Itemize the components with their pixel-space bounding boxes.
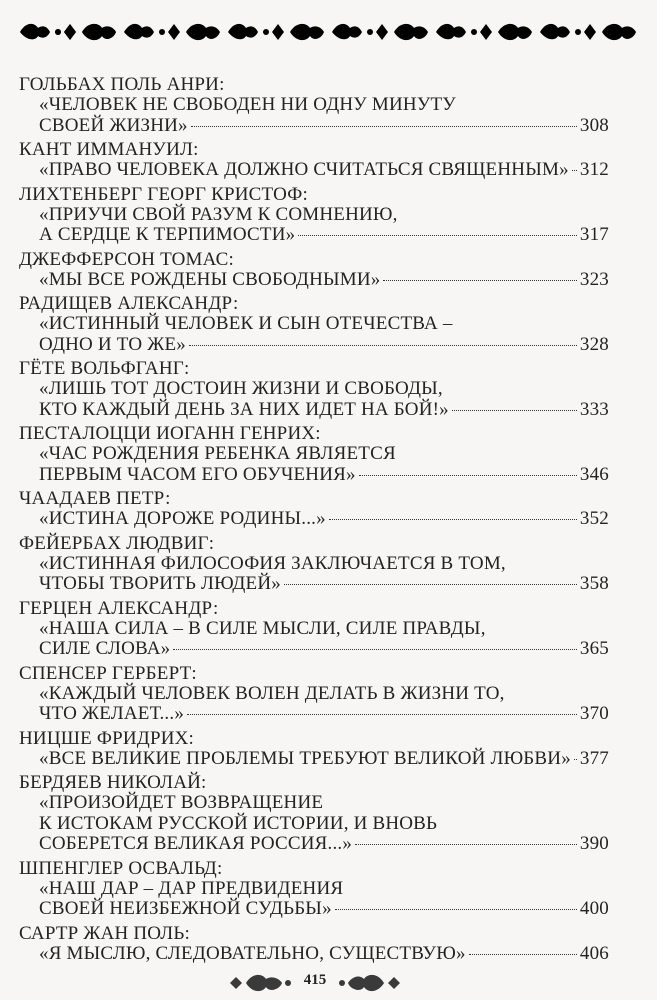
toc-entry[interactable] [19, 923, 609, 965]
toc-entry-quote-text: «МЫ ВСЕ РОЖДЕНЫ СВОБОДНЫМИ» [39, 268, 381, 290]
toc-entry[interactable] [19, 858, 609, 920]
toc-entry-quote-line: «КАЖДЫЙ ЧЕЛОВЕК ВОЛЕН ДЕЛАТЬ В ЖИЗНИ ТО, [39, 682, 505, 704]
toc-entry-quote-text: «ВСЕ ВЕЛИКИЕ ПРОБЛЕМЫ ТРЕБУЮТ ВЕЛИКОЙ ЛЮБВИ» [39, 747, 571, 769]
toc-entry[interactable] [19, 772, 609, 855]
toc-entry-quote-text: СОБЕРЕТСЯ ВЕЛИКАЯ РОССИЯ...» [39, 833, 353, 854]
toc-entry-quote-line: «ЧЕЛОВЕК НЕ СВОБОДЕН НИ ОДНУ МИНУТУ [39, 94, 456, 115]
toc-entry-quote-last-line [19, 944, 609, 965]
toc-entry[interactable] [19, 293, 609, 355]
page-number: 415 [303, 972, 327, 988]
dot-leader [574, 759, 577, 760]
footer-ornament-left [228, 970, 294, 996]
toc-entry-author: СПЕНСЕР ГЕРБЕРТ: [19, 662, 197, 684]
toc-entry[interactable] [19, 139, 609, 181]
toc-entry-quote-text: ОДНО И ТО ЖЕ» [39, 333, 186, 355]
toc-entry-quote-text: ЧТО ЖЕЛАЕТ...» [39, 703, 185, 724]
table-of-contents [19, 74, 609, 967]
toc-entry-author: ГЁТЕ ВОЛЬФГАНГ: [19, 358, 190, 379]
toc-entry-page-number[interactable]: 312 [579, 159, 609, 180]
toc-entry-author: НИЦШЕ ФРИДРИХ: [19, 727, 195, 749]
toc-entry[interactable] [19, 423, 609, 485]
toc-entry-quote-last-line [19, 749, 609, 770]
toc-entry-quote-last-line [19, 834, 609, 855]
toc-entry-quote-last-line [19, 704, 609, 725]
toc-entry-quote-last-line [19, 509, 609, 530]
toc-entry-page-number[interactable]: 308 [579, 114, 609, 136]
toc-entry-author: ГЕРЦЕН АЛЕКСАНДР: [19, 597, 219, 619]
toc-entry-author: ФЕЙЕРБАХ ЛЮДВИГ: [19, 532, 215, 554]
toc-entry-quote-text: СВОЕЙ ЖИЗНИ» [39, 114, 188, 136]
toc-entry-page-number[interactable]: 406 [579, 942, 609, 964]
toc-entry-author: КАНТ ИММАНУИЛ: [19, 139, 199, 160]
toc-entry-quote-line: «ИСТИННЫЙ ЧЕЛОВЕК И СЫН ОТЕЧЕСТВА – [39, 313, 453, 334]
toc-entry-quote-last-line [19, 225, 609, 246]
dot-leader [383, 280, 576, 281]
toc-entry-quote-line: «ИСТИННАЯ ФИЛОСОФИЯ ЗАКЛЮЧАЕТСЯ В ТОМ, [39, 552, 506, 574]
dot-leader [329, 519, 577, 520]
toc-entry-page-number[interactable]: 365 [579, 638, 609, 659]
toc-entry-page-number[interactable]: 390 [579, 833, 609, 854]
toc-entry-page-number[interactable]: 358 [579, 573, 609, 594]
dot-leader [355, 844, 577, 845]
dot-leader [187, 714, 577, 715]
dot-leader [173, 649, 577, 650]
toc-entry-page-number[interactable]: 370 [579, 703, 609, 724]
toc-entry-author: ГОЛЬБАХ ПОЛЬ АНРИ: [19, 74, 225, 95]
toc-entry-page-number[interactable]: 323 [579, 268, 609, 290]
toc-entry[interactable] [19, 663, 609, 725]
toc-entry-quote-text: А СЕРДЦЕ К ТЕРПИМОСТИ» [39, 224, 296, 245]
toc-entry-quote-last-line [19, 899, 609, 920]
toc-entry-quote-text: СВОЕЙ НЕИЗБЕЖНОЙ СУДЬБЫ» [39, 898, 332, 919]
toc-entry-quote-last-line [19, 270, 609, 291]
toc-entry-quote-line: «ПРИУЧИ СВОЙ РАЗУМ К СОМНЕНИЮ, [39, 203, 398, 225]
toc-entry-quote-line: «ЧАС РОЖДЕНИЯ РЕБЕНКА ЯВЛЯЕТСЯ [39, 443, 396, 464]
toc-entry-quote-text: «Я МЫСЛЮ, СЛЕДОВАТЕЛЬНО, СУЩЕСТВУЮ» [39, 942, 466, 964]
toc-entry[interactable] [19, 488, 609, 530]
toc-entry-page-number[interactable]: 346 [579, 463, 609, 485]
toc-entry-quote-text: ПЕРВЫМ ЧАСОМ ЕГО ОБУЧЕНИЯ» [39, 463, 356, 485]
toc-entry-quote-text: «ПРАВО ЧЕЛОВЕКА ДОЛЖНО СЧИТАТЬСЯ СВЯЩЕННЫМ» [39, 159, 569, 180]
toc-entry[interactable] [19, 598, 609, 660]
toc-entry-quote-last-line [19, 335, 609, 356]
toc-entry[interactable] [19, 249, 609, 291]
toc-entry-quote-line: К ИСТОКАМ РУССКОЙ ИСТОРИИ, И ВНОВЬ [39, 812, 438, 834]
footer-ornament-right [336, 970, 402, 996]
dot-leader [298, 235, 577, 236]
toc-entry-author: САРТР ЖАН ПОЛЬ: [19, 922, 190, 944]
dot-leader [452, 410, 577, 411]
toc-entry-author: РАДИЩЕВ АЛЕКСАНДР: [19, 293, 239, 314]
toc-entry[interactable] [19, 184, 609, 246]
toc-entry-author: ДЖЕФФЕРСОН ТОМАС: [19, 248, 234, 270]
dot-leader [469, 954, 577, 955]
toc-entry-page-number[interactable]: 377 [579, 747, 609, 769]
dot-leader [189, 345, 577, 346]
toc-entry-quote-last-line [19, 116, 609, 137]
toc-entry-quote-text: СИЛЕ СЛОВА» [39, 638, 171, 659]
dot-leader [191, 126, 577, 127]
toc-entry-quote-text: КТО КАЖДЫЙ ДЕНЬ ЗА НИХ ИДЕТ НА БОЙ!» [39, 398, 449, 420]
toc-entry[interactable] [19, 358, 609, 420]
toc-entry-quote-last-line [19, 400, 609, 421]
toc-entry-author: БЕРДЯЕВ НИКОЛАЙ: [19, 772, 207, 793]
top-ornament-border [18, 14, 638, 50]
toc-entry-page-number[interactable]: 352 [579, 508, 609, 529]
toc-entry-author: ПЕСТАЛОЦЦИ ИОГАНН ГЕНРИХ: [19, 423, 321, 444]
toc-entry[interactable] [19, 728, 609, 770]
dot-leader [335, 909, 577, 910]
toc-entry-quote-last-line [19, 465, 609, 486]
toc-entry[interactable] [19, 533, 609, 595]
toc-entry-quote-last-line [19, 160, 609, 181]
page-footer [0, 968, 657, 998]
toc-entry[interactable] [19, 74, 609, 136]
dot-leader [572, 170, 577, 171]
dot-leader [359, 475, 577, 476]
toc-entry-author: ЧААДАЕВ ПЕТР: [19, 488, 171, 509]
toc-entry-quote-line: «НАША СИЛА – В СИЛЕ МЫСЛИ, СИЛЕ ПРАВДЫ, [39, 617, 486, 639]
toc-entry-page-number[interactable]: 400 [579, 898, 609, 919]
toc-entry-quote-line: «ЛИШЬ ТОТ ДОСТОИН ЖИЗНИ И СВОБОДЫ, [39, 378, 443, 399]
toc-entry-quote-line: «ПРОИЗОЙДЕТ ВОЗВРАЩЕНИЕ [39, 792, 324, 813]
toc-entry-author: ШПЕНГЛЕР ОСВАЛЬД: [19, 857, 223, 879]
toc-entry-page-number[interactable]: 333 [579, 398, 609, 420]
toc-entry-quote-last-line [19, 639, 609, 660]
toc-entry-quote-text: ЧТОБЫ ТВОРИТЬ ЛЮДЕЙ» [39, 573, 281, 594]
toc-entry-quote-line: «НАШ ДАР – ДАР ПРЕДВИДЕНИЯ [39, 877, 344, 899]
toc-entry-page-number[interactable]: 328 [579, 333, 609, 355]
toc-entry-quote-last-line [19, 574, 609, 595]
toc-entry-quote-text: «ИСТИНА ДОРОЖЕ РОДИНЫ...» [39, 508, 326, 529]
toc-entry-author: ЛИХТЕНБЕРГ ГЕОРГ КРИСТОФ: [19, 183, 308, 205]
toc-entry-page-number[interactable]: 317 [579, 224, 609, 245]
dot-leader [284, 584, 577, 585]
